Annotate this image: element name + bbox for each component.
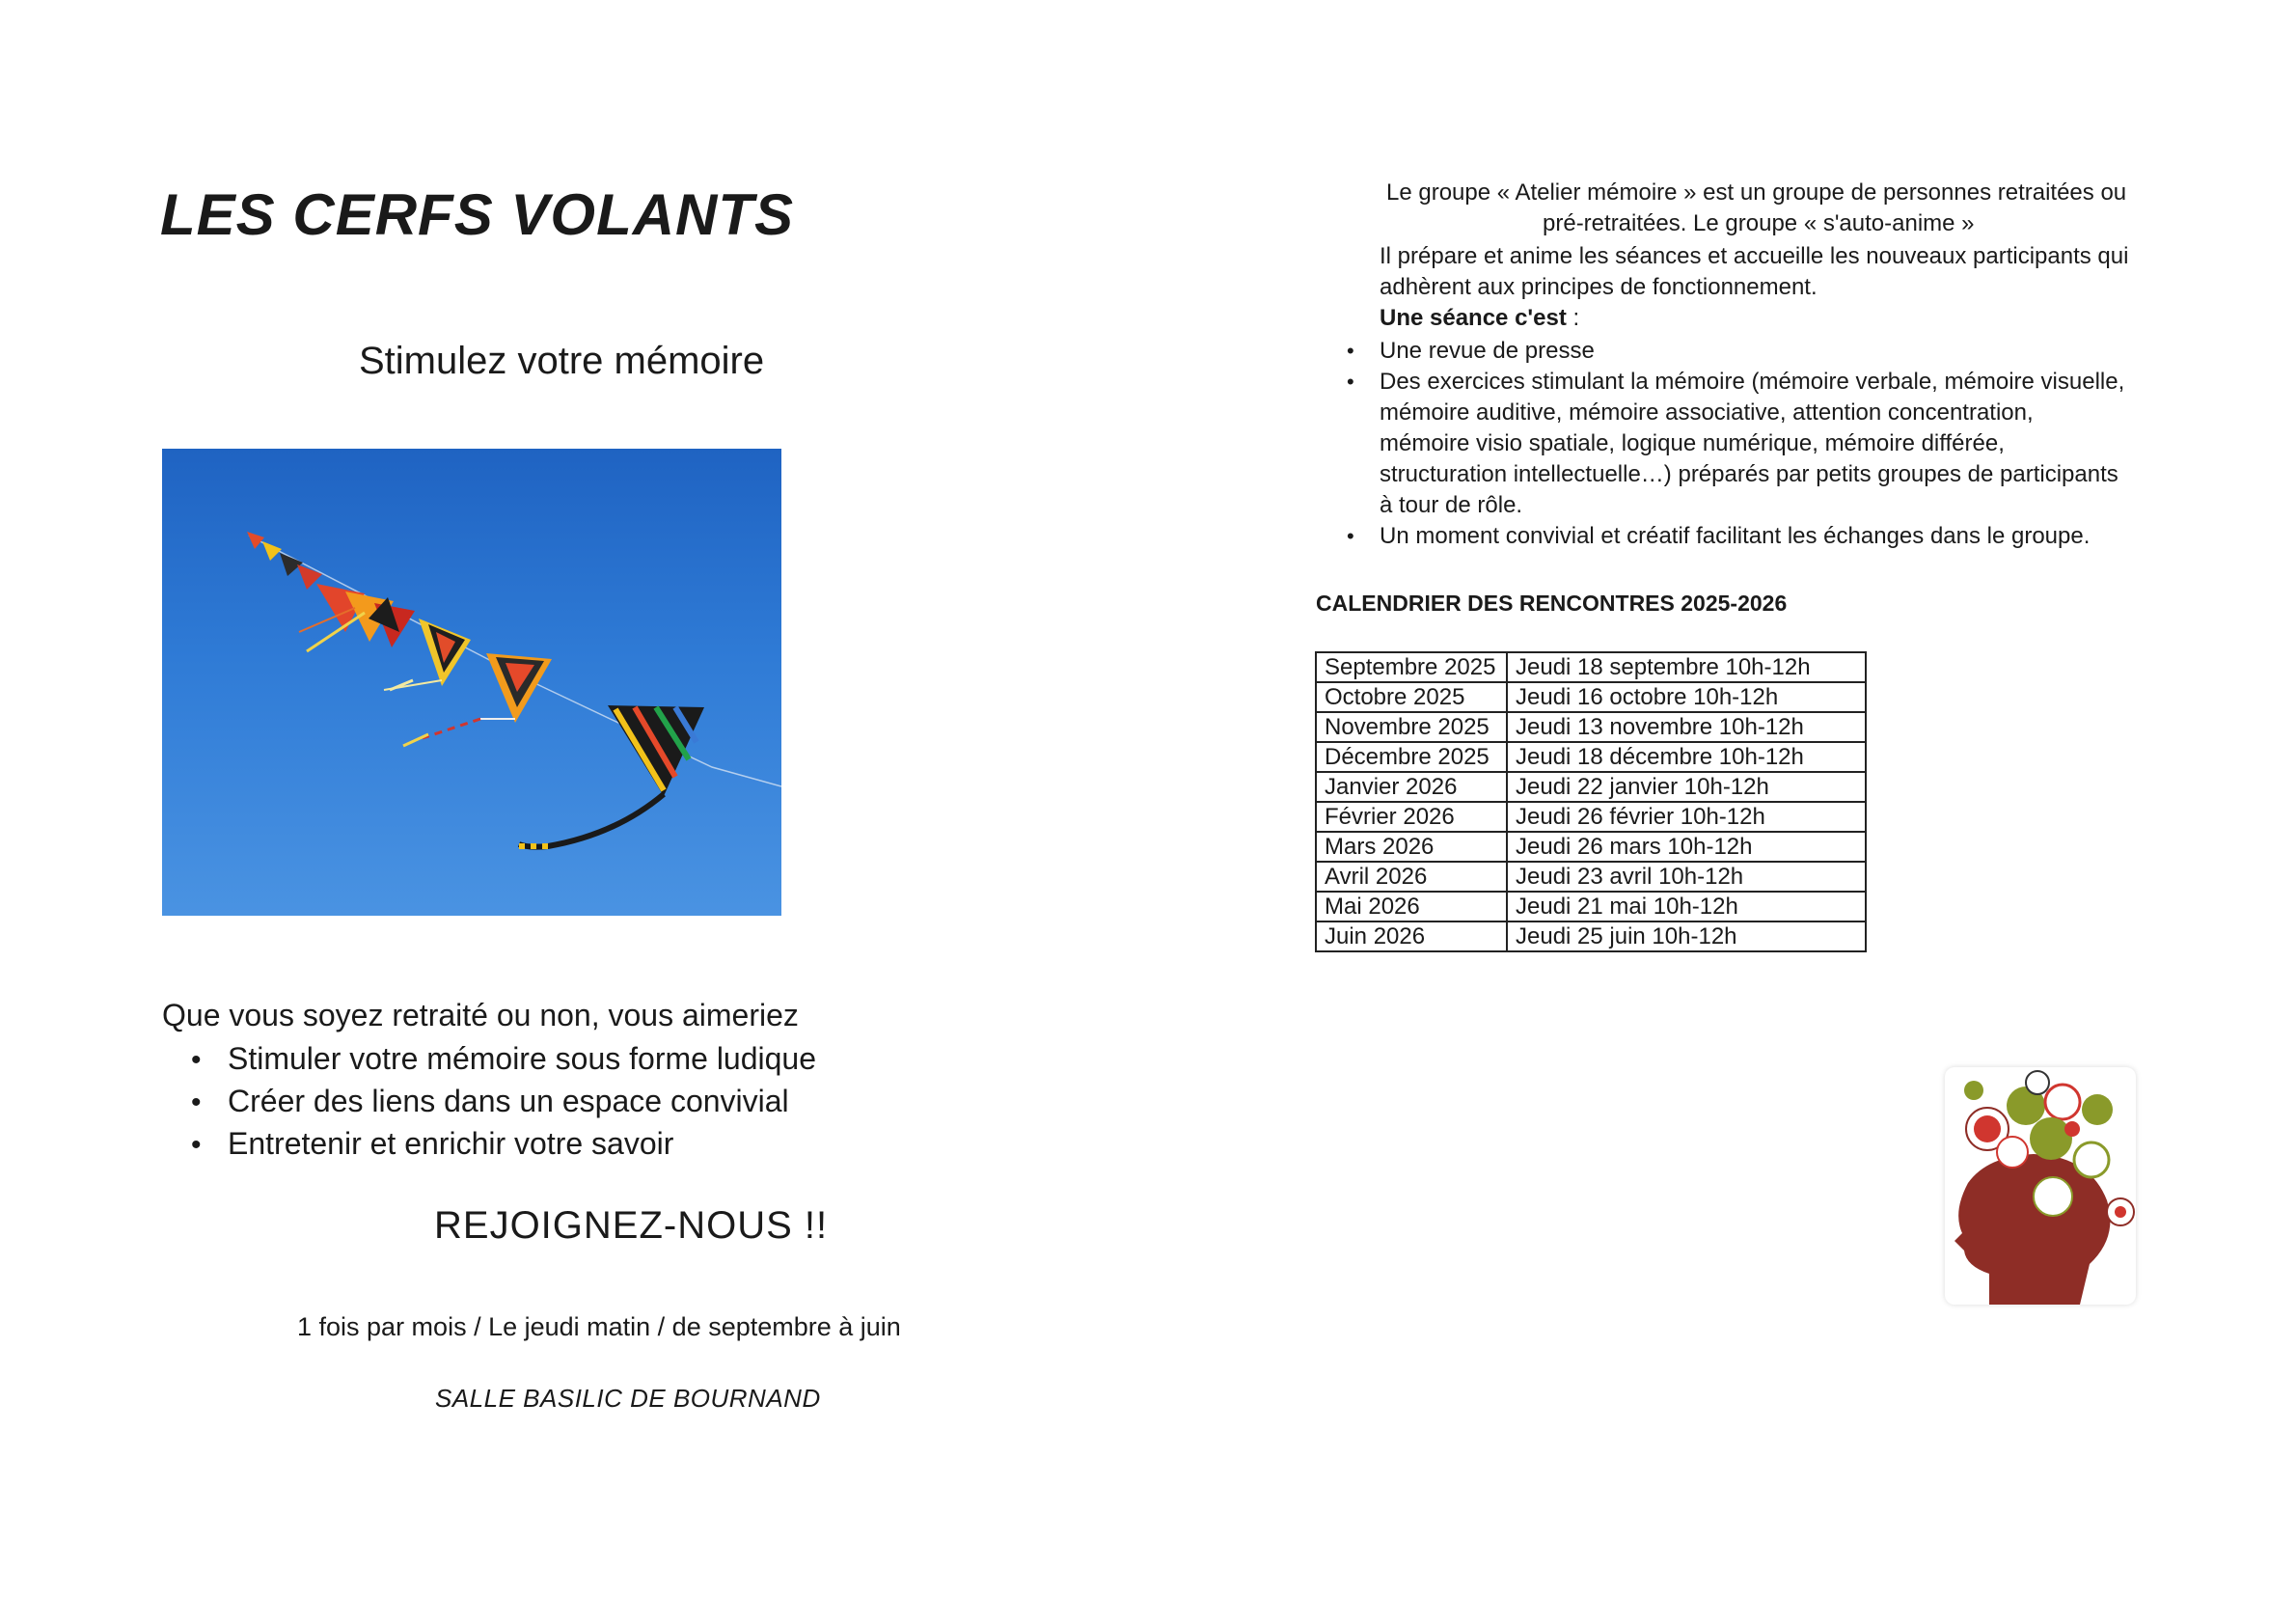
para-line: Le groupe « Atelier mémoire » est un groupe de personnes retraitées ou <box>1386 179 2127 206</box>
list-item-line: mémoire auditive, mémoire associative, attention concentration, <box>1380 399 2034 426</box>
list-item-line: mémoire visio spatiale, logique numérique, mémoire différée, <box>1380 430 2005 456</box>
date-cell: Jeudi 18 septembre 10h-12h <box>1507 652 1866 682</box>
list-item: • Stimuler votre mémoire sous forme ludique <box>191 1037 816 1080</box>
date-cell: Jeudi 18 décembre 10h-12h <box>1507 742 1866 772</box>
month-cell: Janvier 2026 <box>1316 772 1507 802</box>
month-cell: Février 2026 <box>1316 802 1507 832</box>
month-cell: Décembre 2025 <box>1316 742 1507 772</box>
list-item <box>1347 521 2124 552</box>
date-cell: Jeudi 25 juin 10h-12h <box>1507 922 1866 951</box>
list-item <box>1347 336 2124 367</box>
benefits-list <box>191 1037 816 1165</box>
month-cell: Septembre 2025 <box>1316 652 1507 682</box>
calendar-title: CALENDRIER DES RENCONTRES 2025-2026 <box>1316 591 1788 616</box>
month-cell: Octobre 2025 <box>1316 682 1507 712</box>
intro-text: Que vous soyez retraité ou non, vous aimeriez <box>162 998 799 1032</box>
month-cell: Avril 2026 <box>1316 862 1507 892</box>
join-heading: REJOIGNEZ-NOUS !! <box>434 1204 829 1247</box>
seance-label: Une séance c'est <box>1380 305 1567 331</box>
month-cell: Juin 2026 <box>1316 922 1507 951</box>
kites-photo <box>162 449 781 916</box>
list-item-line: • Un moment convivial et créatif facilitant les échanges dans le groupe. <box>1380 523 2091 549</box>
table-row <box>1316 922 1866 951</box>
date-cell: Jeudi 23 avril 10h-12h <box>1507 862 1866 892</box>
page-title: LES CERFS VOLANTS <box>160 182 795 247</box>
date-cell: Jeudi 26 février 10h-12h <box>1507 802 1866 832</box>
calendar-table <box>1315 651 1867 952</box>
month-cell: Mai 2026 <box>1316 892 1507 922</box>
date-cell: Jeudi 22 janvier 10h-12h <box>1507 772 1866 802</box>
kites-illustration <box>162 449 781 916</box>
venue-text: SALLE BASILIC DE BOURNAND <box>435 1384 821 1413</box>
list-item: • Entretenir et enrichir votre savoir <box>191 1122 816 1165</box>
month-cell: Novembre 2025 <box>1316 712 1507 742</box>
table-row <box>1316 892 1866 922</box>
para-line: pré-retraitées. Le groupe « s'auto-anime » <box>1543 210 1975 236</box>
table-row <box>1316 652 1866 682</box>
date-cell: Jeudi 16 octobre 10h-12h <box>1507 682 1866 712</box>
date-cell: Jeudi 21 mai 10h-12h <box>1507 892 1866 922</box>
table-row <box>1316 682 1866 712</box>
date-cell: Jeudi 26 mars 10h-12h <box>1507 832 1866 862</box>
table-row <box>1316 862 1866 892</box>
seance-colon: : <box>1566 305 1580 331</box>
head-thoughts-logo-icon <box>1945 1067 2136 1305</box>
subtitle: Stimulez votre mémoire <box>359 340 765 382</box>
para-line: adhèrent aux principes de fonctionnement. <box>1380 274 1818 300</box>
frequency-text: 1 fois par mois / Le jeudi matin / de septembre à juin <box>297 1312 901 1341</box>
list-item-line: structuration intellectuelle…) préparés par petits groupes de participants <box>1380 461 2118 487</box>
list-item-line: à tour de rôle. <box>1380 492 1523 518</box>
table-row <box>1316 772 1866 802</box>
para-line: Il prépare et anime les séances et accueille les nouveaux participants qui <box>1380 243 2129 269</box>
table-row <box>1316 712 1866 742</box>
table-row <box>1316 832 1866 862</box>
date-cell: Jeudi 13 novembre 10h-12h <box>1507 712 1866 742</box>
list-item: • Créer des liens dans un espace convivial <box>191 1080 816 1122</box>
list-item-line: • Des exercices stimulant la mémoire (mémoire verbale, mémoire visuelle, <box>1380 369 2125 395</box>
month-cell: Mars 2026 <box>1316 832 1507 862</box>
list-item <box>1347 367 2124 521</box>
seance-heading <box>1380 303 1579 334</box>
seance-list <box>1347 336 2124 552</box>
table-row <box>1316 802 1866 832</box>
table-row <box>1316 742 1866 772</box>
logo-illustration <box>1945 1067 2136 1305</box>
list-item-line: • Une revue de presse <box>1380 338 1595 364</box>
